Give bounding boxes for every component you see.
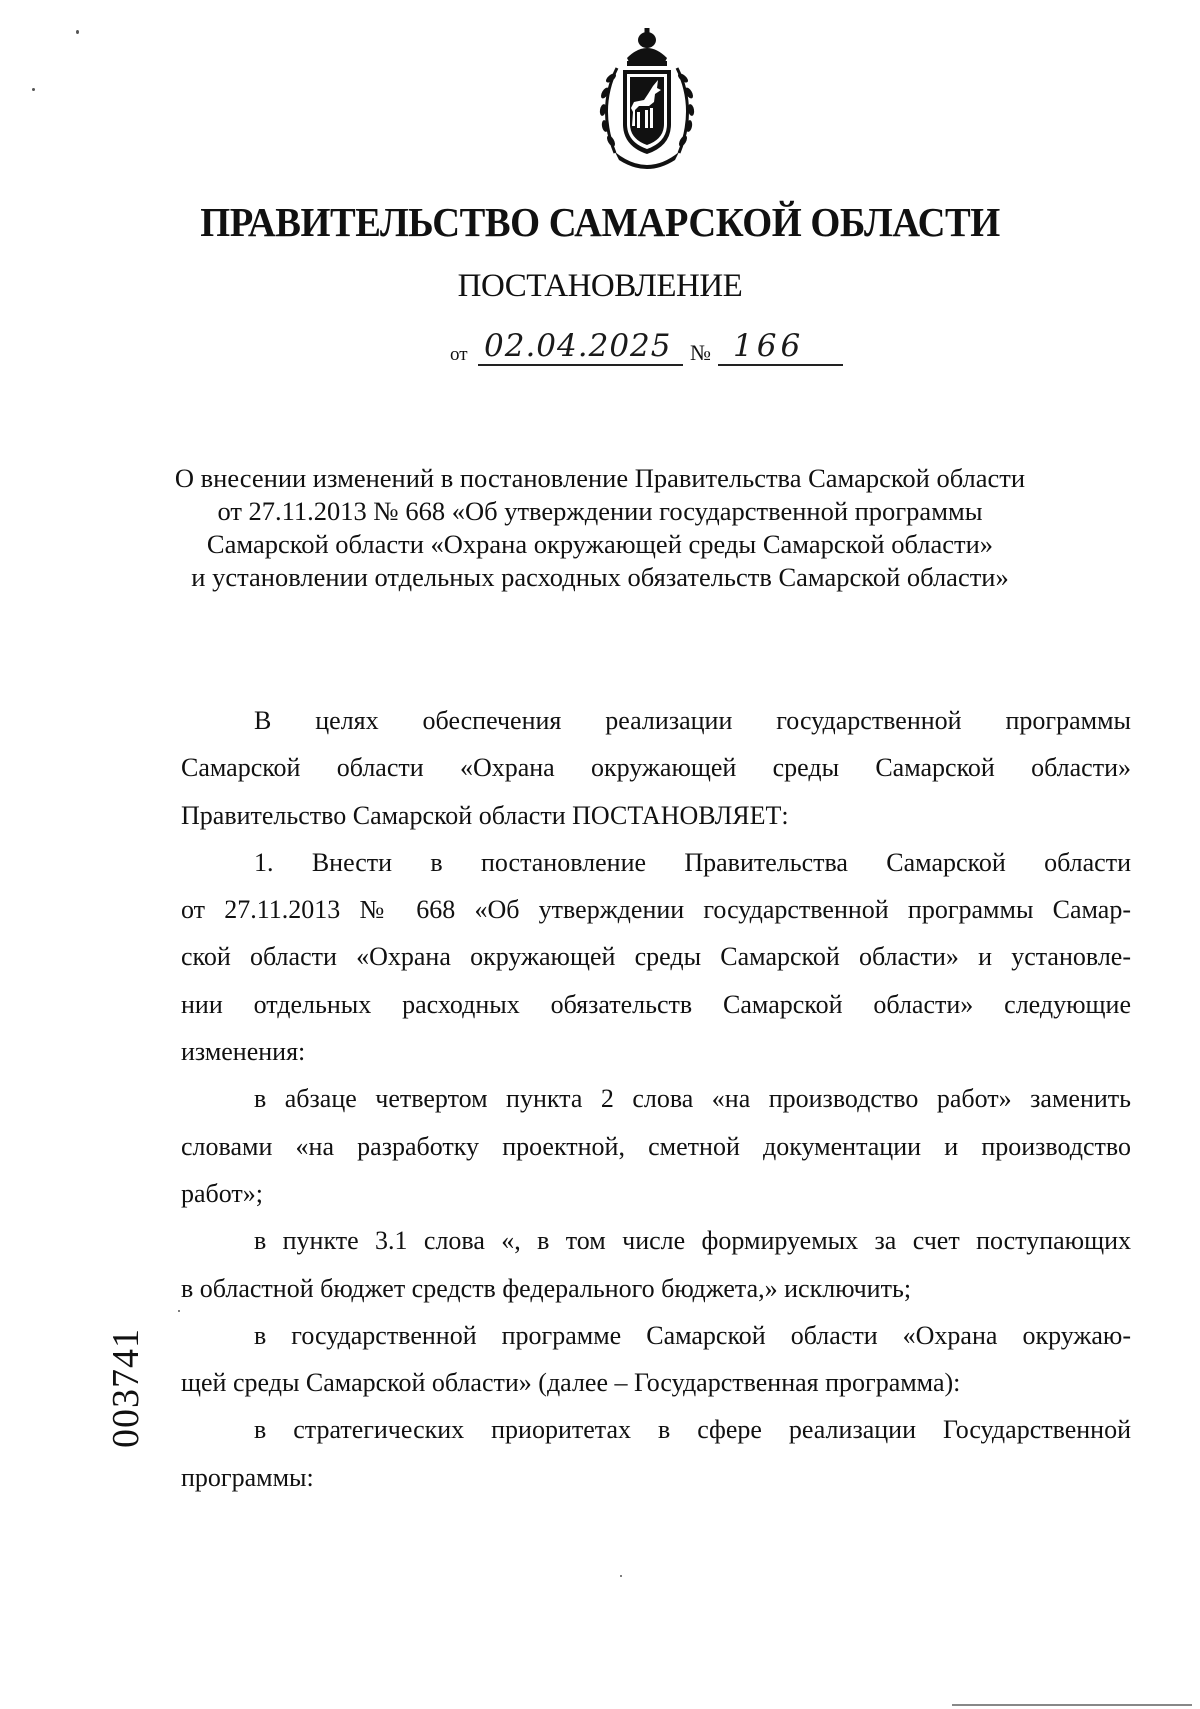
organization-title: ПРАВИТЕЛЬСТВО САМАРСКОЙ ОБЛАСТИ xyxy=(200,199,1000,245)
body-line: работ»; xyxy=(181,1178,264,1208)
scan-speck xyxy=(178,1310,180,1312)
date-underline xyxy=(478,364,683,366)
scan-speck xyxy=(32,88,35,91)
body-line: нии отдельных расходных обязательств Самарской области» следующие xyxy=(181,989,1131,1019)
samara-coat-of-arms-icon xyxy=(587,28,707,176)
document-type: ПОСТАНОВЛЕНИЕ xyxy=(457,268,743,304)
document-body xyxy=(181,697,1131,1501)
date-prefix: от xyxy=(450,344,468,365)
subject-line: Самарской области «Охрана окружающей среды Самарской области» xyxy=(206,529,994,559)
scan-edge-line xyxy=(952,1704,1192,1706)
subject-line: О внесении изменений в постановление Правительства Самарской области xyxy=(174,463,1026,493)
body-line: в государственной программе Самарской области «Охрана окружаю- xyxy=(254,1320,1131,1350)
number-sign: № xyxy=(690,340,711,365)
handwritten-number: 166 xyxy=(733,328,805,364)
body-line: в абзаце четвертом пункта 2 слова «на производство работ» заменить xyxy=(254,1084,1131,1114)
handwritten-date: 02.04.2025 xyxy=(484,328,672,364)
body-line: Правительство Самарской области ПОСТАНОВЛЯЕТ: xyxy=(181,800,789,830)
number-underline xyxy=(718,364,843,366)
body-line: Самарской области «Охрана окружающей среды Самарской области» xyxy=(181,753,1131,783)
body-line: в стратегических приоритетах в сфере реализации Государственной xyxy=(254,1415,1131,1445)
body-line: от 27.11.2013 № 668 «Об утверждении государственной программы Самар- xyxy=(181,895,1131,925)
body-line: словами «на разработку проектной, сметной документации и производство xyxy=(181,1131,1131,1161)
body-line: изменения: xyxy=(181,1037,306,1067)
body-line: в пункте 3.1 слова «, в том числе формируемых за счет поступающих xyxy=(254,1226,1131,1256)
body-line: 1. Внести в постановление Правительства Самарской области xyxy=(254,847,1131,877)
date-number-line xyxy=(450,326,850,370)
subject-line: и установлении отдельных расходных обязательств Самарской области» xyxy=(191,562,1009,592)
registration-number: 003741 xyxy=(105,1328,147,1448)
document-subject xyxy=(130,462,1070,594)
body-line: щей среды Самарской области» (далее – Государственная программа): xyxy=(181,1368,961,1398)
body-line: в областной бюджет средств федерального бюджета,» исключить; xyxy=(181,1273,912,1303)
body-line: программы: xyxy=(181,1462,314,1492)
body-line: В целях обеспечения реализации государственной программы xyxy=(254,706,1131,735)
scan-speck xyxy=(76,30,79,34)
subject-line: от 27.11.2013 № 668 «Об утверждении государственной программы xyxy=(217,496,983,526)
body-line: ской области «Охрана окружающей среды Самарской области» и установле- xyxy=(181,942,1131,972)
scan-speck xyxy=(620,1575,622,1577)
